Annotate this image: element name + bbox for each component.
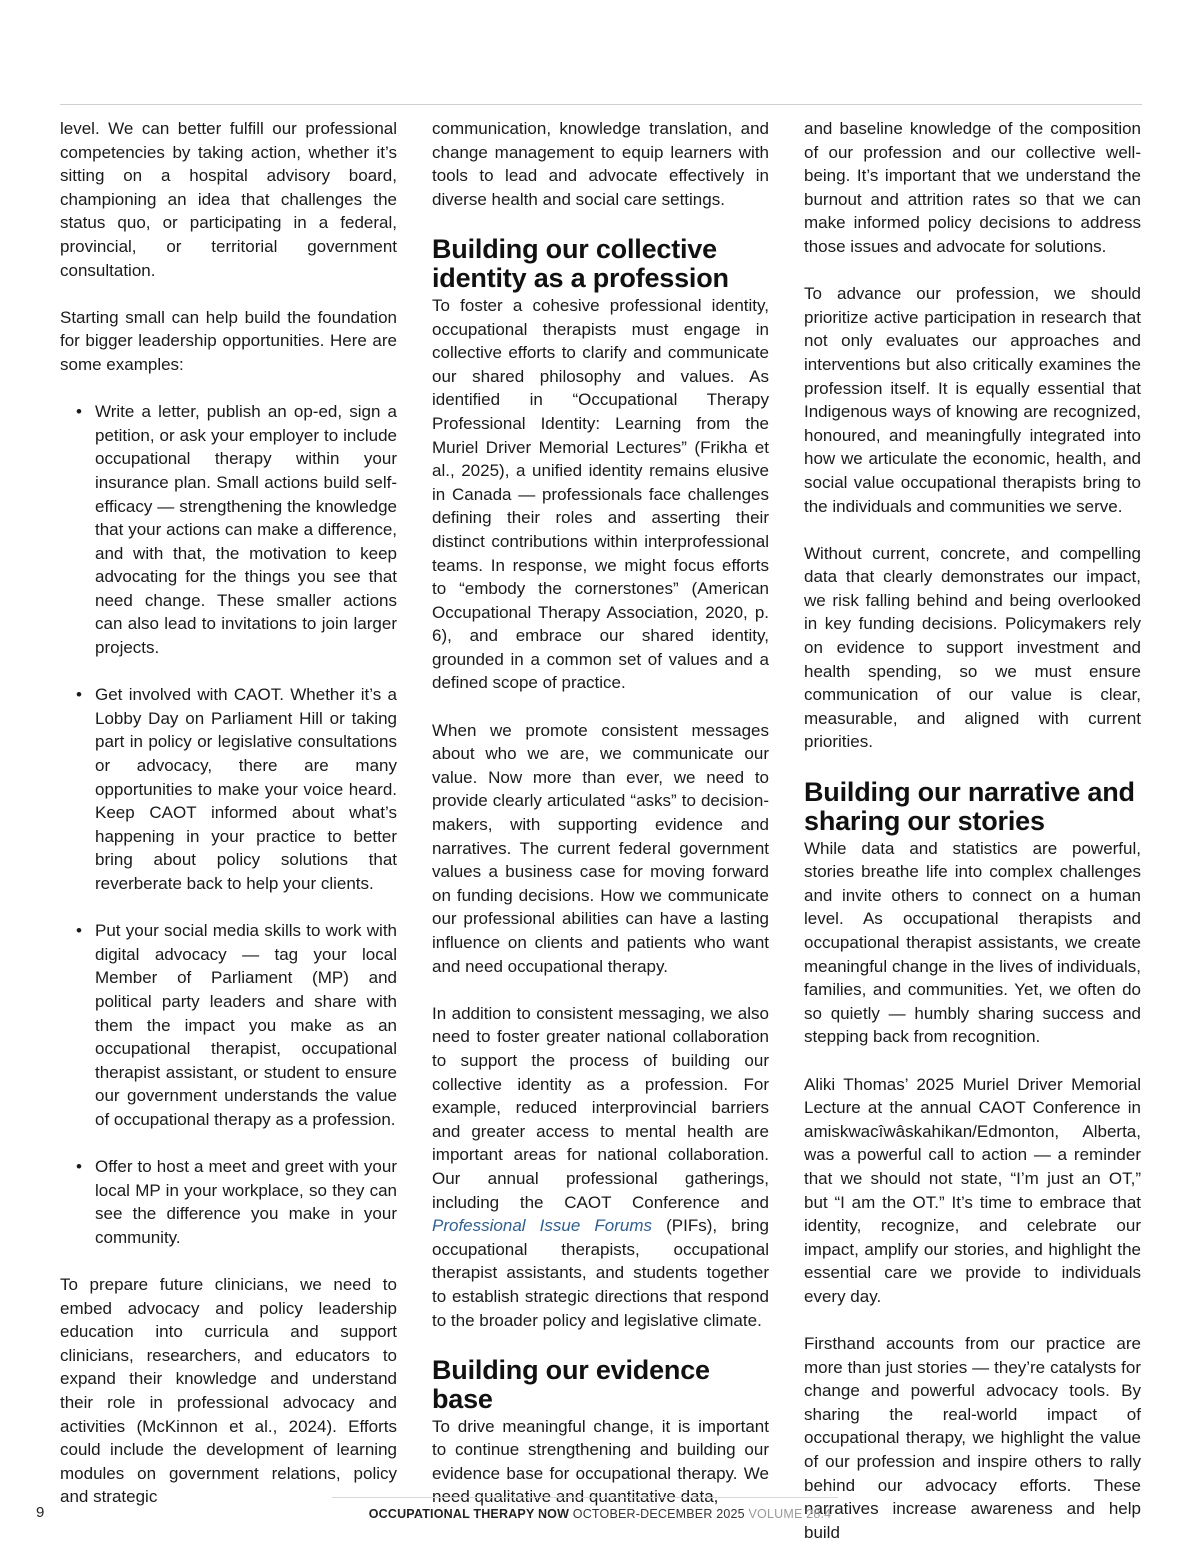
paragraph-communication-continued: communication, knowledge translation, and change management to equip learners with tools to lead and advocate effectively in diverse health and social care settings. [432, 119, 769, 209]
magazine-title: OCCUPATIONAL THERAPY NOW [368, 1507, 570, 1521]
footer-masthead [0, 1507, 1200, 1521]
list-item-text: Offer to host a meet and greet with your local MP in your workplace, so they can see the difference you make in your community. [95, 1157, 397, 1247]
paragraph-consistent-messages: When we promote consistent messages about who we are, we communicate our value. Now more than ever, we need to provide clearly articulated “asks” to decision-makers, with supporting evidence and narratives. The current federal government values a business case for moving forward on funding decisions. How we communicate our professional abilities can have a lasting influence on clients and patients who want and need occupational therapy. [432, 720, 769, 976]
list-item-text: Write a letter, publish an op-ed, sign a petition, or ask your employer to include occupational therapy within your insurance plan. Small actions build self-efficacy — strengthening the knowledge that your actions can make a difference, and with that, the motivation to keep advocating for the things you see that need change. These smaller actions can also lead to invitations to join larger projects. [95, 402, 397, 658]
bullet-icon: • [76, 685, 82, 705]
bullet-icon: • [76, 1157, 82, 1177]
paragraph-aliki-thomas: Aliki Thomas’ 2025 Muriel Driver Memorial Lecture at the annual CAOT Conference in amiskwacîwâskahikan/Edmonton, Alberta, was a powerful call to action — a reminder that we should not state, “I’m just an OT,” but “I am the OT.” It’s time to embrace that identity, recognize, and celebrate our impact, amplify our stories, and highlight the essential care we provide to individuals every day. [804, 1074, 1141, 1306]
paragraph-stories: While data and statistics are powerful, stories breathe life into complex challenges and invite others to connect on a human level. As occupational therapists and occupational therapist assistants, we create meaningful change in the lives of individuals, families, and communities. Yet, we often do so quietly — humbly sharing success and stepping back from recognition. [804, 838, 1141, 1047]
header-divider [60, 104, 1142, 105]
page-number: 9 [36, 1504, 45, 1521]
paragraph-identity: To foster a cohesive professional identity, occupational therapists must engage in collective efforts to clarify and communicate our shared philosophy and values. As identified in “Occupational Therapy Professional Identity: Learning from the Muriel Driver Memorial Lectures” (Frikha et al., 2025), a unified identity remains elusive in Canada — professionals face challenges defining their roles and asserting their distinct contributions within interprofessional teams. In response, we might focus efforts to “embody the cornerstones” (American Occupational Therapy Association, 2020, p. 6), and embrace our shared identity, grounded in a common set of values and a defined scope of practice. [432, 295, 769, 693]
volume-label: VOLUME 28.4 [744, 1507, 832, 1521]
issue-date: OCTOBER-DECEMBER 2025 [569, 1507, 745, 1521]
professional-issue-forums-link[interactable]: Professional Issue Forums [432, 1216, 652, 1236]
bullet-icon: • [76, 921, 82, 941]
list-item [76, 400, 397, 660]
list-item [76, 1155, 397, 1249]
page-footer [0, 1497, 1200, 1537]
heading-narrative-stories: Building our narrative and sharing our stories [804, 776, 1135, 837]
collab-text-after: (PIFs), bring occupational therapists, occupational therapist assistants, and students together to establish strategic directions that respond to the broader policy and legislative climate. [432, 1216, 769, 1330]
paragraph-starting-small: Starting small can help build the foundation for bigger leadership opportunities. Here are some examples: [60, 307, 397, 374]
list-item [76, 919, 397, 1131]
paragraph-prepare-clinicians: To prepare future clinicians, we need to embed advocacy and policy leadership education into curricula and support clinicians, researchers, and educators to expand their knowledge and understand their role in professional advocacy and activities (McKinnon et al., 2024). Efforts could include the development of learning modules on government relations, policy and strategic [60, 1275, 397, 1507]
list-item [76, 683, 397, 895]
list-item-text: Put your social media skills to work with digital advocacy — tag your local Member of Parliament (MP) and political party leaders and share with them the impact you make as an occupational therapist, occupational therapist assistant, or student to ensure our government understands the value of occupational therapy as a profession. [95, 921, 397, 1129]
paragraph-intro: level. We can better fulfill our professional competencies by taking action, whether it’s sitting on a hospital advisory board, championing an idea that challenges the status quo, or participating in a federal, provincial, or territorial government consultation. [60, 119, 397, 280]
footer-divider [332, 1497, 838, 1498]
list-item-text: Get involved with CAOT. Whether it’s a Lobby Day on Parliament Hill or taking part in policy or legislative consultations or advocacy, there are many opportunities to make your voice heard. Keep CAOT informed about what’s happening in your practice to better bring about policy solutions that reverberate back to help your clients. [95, 685, 397, 893]
examples-list [60, 400, 397, 1249]
collab-text-before: In addition to consistent messaging, we also need to foster greater national collaboration to support the process of building our collective identity as a profession. For example, reduced interprovincial barriers and greater access to mental health are important areas for national collaboration. Our annual professional gatherings, including the CAOT Conference and [432, 1003, 769, 1212]
bullet-icon: • [76, 402, 82, 422]
column-3 [804, 117, 1141, 1544]
paragraph-national-collaboration [432, 1002, 769, 1332]
paragraph-advance-profession: To advance our profession, we should prioritize active participation in research that not only evaluates our approaches and interventions but also critically examines the profession itself. It is equally essential that Indigenous ways of knowing are recognized, honoured, and meaningfully integrated into how we articulate the economic, health, and social value occupational therapists bring to the individuals and communities we serve. [804, 284, 1141, 516]
paragraph-compelling-data: Without current, concrete, and compelling data that clearly demonstrates our impact, we risk falling behind and being overlooked in key funding decisions. Policymakers rely on evidence to support investment and health spending, so we must ensure communication of our value is clear, measurable, and aligned with current priorities. [804, 543, 1141, 752]
paragraph-evidence: To drive meaningful change, it is important to continue strengthening and building our evidence base for occupational therapy. We need qualitative and quantitative data, [432, 1416, 769, 1507]
paragraph-firsthand-accounts: Firsthand accounts from our practice are more than just stories — they’re catalysts for change and powerful advocacy tools. By sharing the real-world impact of occupational therapy, we highlight the value of our profession and inspire others to rally behind our advocacy efforts. These narratives increase awareness and help build [804, 1334, 1141, 1542]
column-1 [60, 117, 397, 1509]
paragraph-baseline-knowledge: and baseline knowledge of the composition of our profession and our collective well-being. It’s important that we understand the burnout and attrition rates so that we can make informed policy decisions to address those issues and advocate for solutions. [804, 119, 1141, 256]
heading-collective-identity: Building our collective identity as a profession [432, 233, 729, 294]
column-2 [432, 117, 769, 1509]
heading-evidence-base: Building our evidence base [432, 1354, 710, 1415]
